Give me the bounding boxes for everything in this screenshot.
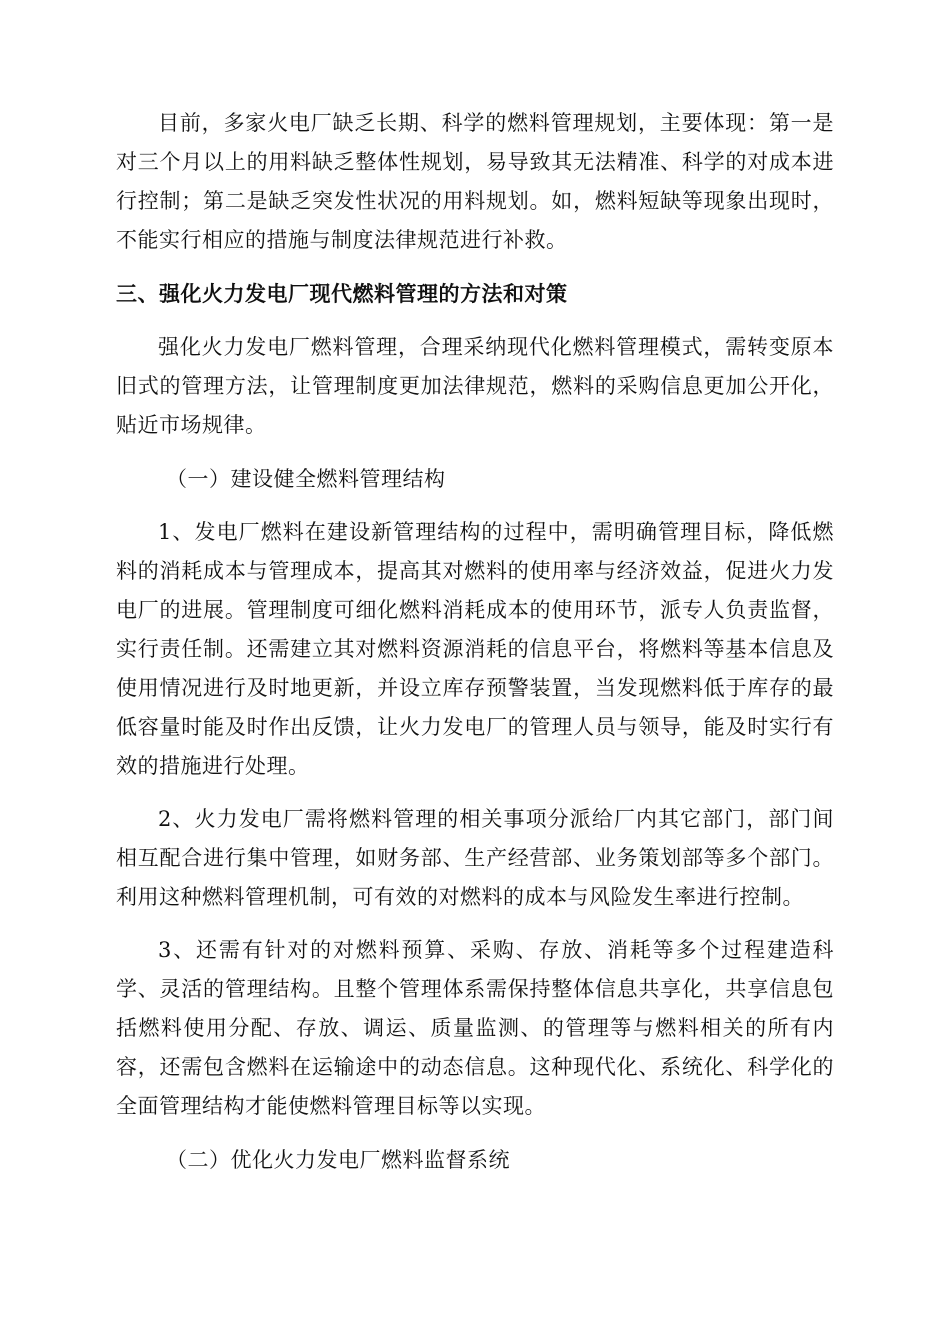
section-heading: 三、强化火力发电厂现代燃料管理的方法和对策 (116, 282, 568, 306)
numbered-paragraph-2: 2、火力发电厂需将燃料管理的相关事项分派给厂内其它部门，部门间相互配合进行集中管理，如财务部、生产经营部、业务策划部等多个部门。利用这种燃料管理机制，可有效的对燃料的成本与风险发生率进行控制。 (116, 807, 834, 909)
numbered-paragraph-3: 3、还需有针对的对燃料预算、采购、存放、消耗等多个过程建造科学、灵活的管理结构。且整个管理体系需保持整体信息共享化，共享信息包括燃料使用分配、存放、调运、质量监测、的管理等与燃料相关的所有内容，还需包含燃料在运输途中的动态信息。这种现代化、系统化、科学化的全面管理结构才能使燃料管理目标等以实现。 (116, 938, 834, 1118)
subsection-heading-1: （一）建设健全燃料管理结构 (166, 467, 446, 491)
section-intro-paragraph: 强化火力发电厂燃料管理，合理采纳现代化燃料管理模式，需转变原本旧式的管理方法，让管理制度更加法律规范，燃料的采购信息更加公开化，贴近市场规律。 (116, 335, 834, 437)
subsection-heading-2: （二）优化火力发电厂燃料监督系统 (166, 1148, 510, 1172)
intro-paragraph: 目前，多家火电厂缺乏长期、科学的燃料管理规划，主要体现：第一是对三个月以上的用料缺乏整体性规划，易导致其无法精准、科学的对成本进行控制；第二是缺乏突发性状况的用料规划。如，燃料短缺等现象出现时，不能实行相应的措施与制度法律规范进行补救。 (116, 111, 834, 252)
document-page (116, 104, 834, 1180)
numbered-paragraph-1: 1、发电厂燃料在建设新管理结构的过程中，需明确管理目标，降低燃料的消耗成本与管理成本，提高其对燃料的使用率与经济效益，促进火力发电厂的进展。管理制度可细化燃料消耗成本的使用环节，派专人负责监督，实行责任制。还需建立其对燃料资源消耗的信息平台，将燃料等基本信息及使用情况进行及时地更新，并设立库存预警装置，当发现燃料低于库存的最低容量时能及时作出反馈，让火力发电厂的管理人员与领导，能及时实行有效的措施进行处理。 (116, 520, 834, 778)
